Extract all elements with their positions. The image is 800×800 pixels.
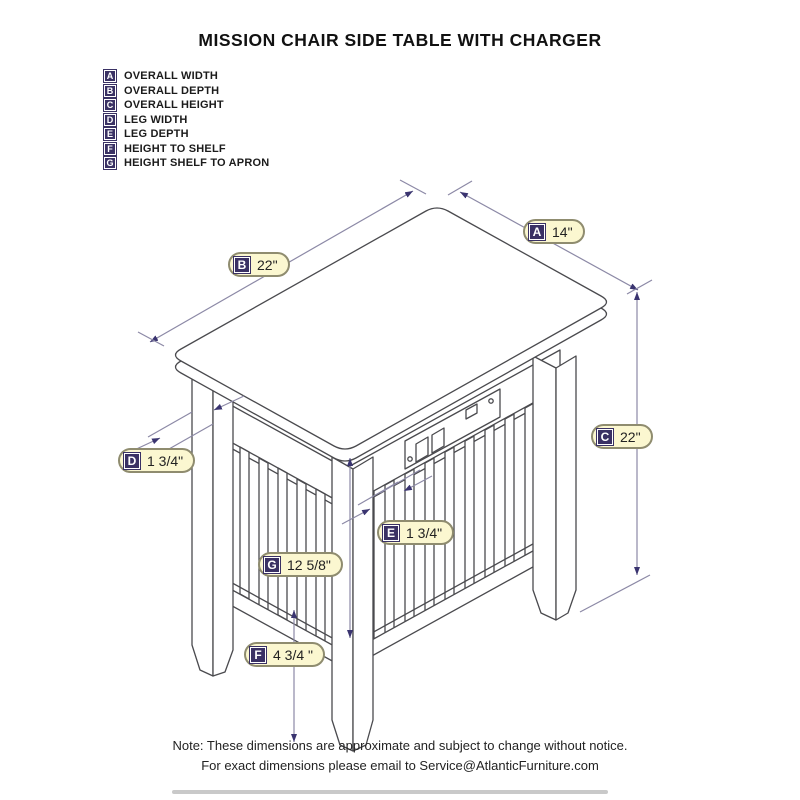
dim-b-badge: B <box>234 257 250 273</box>
dim-a-badge: A <box>529 224 545 240</box>
dim-e-value: 1 3/4" <box>406 524 443 541</box>
dim-g-label <box>258 552 343 577</box>
legend-label: LEG WIDTH <box>124 113 188 126</box>
legend-badge-c: C <box>104 99 116 111</box>
dim-c-label <box>591 424 653 449</box>
right-leg <box>533 356 576 620</box>
disclaimer-note <box>0 736 800 776</box>
dim-e-badge: E <box>383 525 399 541</box>
dim-c-value: 22" <box>620 428 641 445</box>
legend-badge-g: G <box>104 157 116 169</box>
legend-label: OVERALL DEPTH <box>124 84 220 97</box>
dim-d-value: 1 3/4" <box>147 452 184 469</box>
legend-badge-e: E <box>104 128 116 140</box>
front-leg <box>332 457 373 751</box>
dim-f-label <box>244 642 325 667</box>
dim-c-badge: C <box>597 429 613 445</box>
screw-icon <box>489 399 493 403</box>
dim-e-label <box>377 520 454 545</box>
dim-g-badge: G <box>264 557 280 573</box>
dim-a-label <box>523 219 585 244</box>
dim-a-value: 14" <box>552 223 573 240</box>
legend-badge-d: D <box>104 114 116 126</box>
bottom-divider <box>172 790 608 794</box>
legend-label: LEG DEPTH <box>124 128 189 140</box>
legend-label: OVERALL WIDTH <box>124 70 219 82</box>
legend-label: HEIGHT TO SHELF <box>124 142 226 155</box>
legend-label: HEIGHT SHELF TO APRON <box>124 157 270 169</box>
legend-badge-f: F <box>104 143 116 155</box>
dim-g-value: 12 5/8" <box>287 556 331 573</box>
dim-b-label <box>228 252 290 277</box>
dim-d-badge: D <box>124 453 140 469</box>
disclaimer-line-1: Note: These dimensions are approximate and subject to change without notice. <box>172 738 628 753</box>
dim-b-value: 22" <box>257 256 278 273</box>
legend-badge-b: B <box>104 85 116 97</box>
screw-icon <box>408 457 412 461</box>
dim-f-value: 4 3/4 " <box>273 646 313 663</box>
dim-f-badge: F <box>250 647 266 663</box>
dim-c-line <box>580 292 650 612</box>
page-title: MISSION CHAIR SIDE TABLE WITH CHARGER <box>198 30 602 50</box>
left-leg <box>192 378 233 676</box>
dim-d-label <box>118 448 195 473</box>
side-table-drawing <box>176 208 607 751</box>
legend-badge-a: A <box>104 70 116 82</box>
disclaimer-line-2: For exact dimensions please email to Service@AtlanticFurniture.com <box>201 758 599 774</box>
legend-label: OVERALL HEIGHT <box>124 99 224 111</box>
